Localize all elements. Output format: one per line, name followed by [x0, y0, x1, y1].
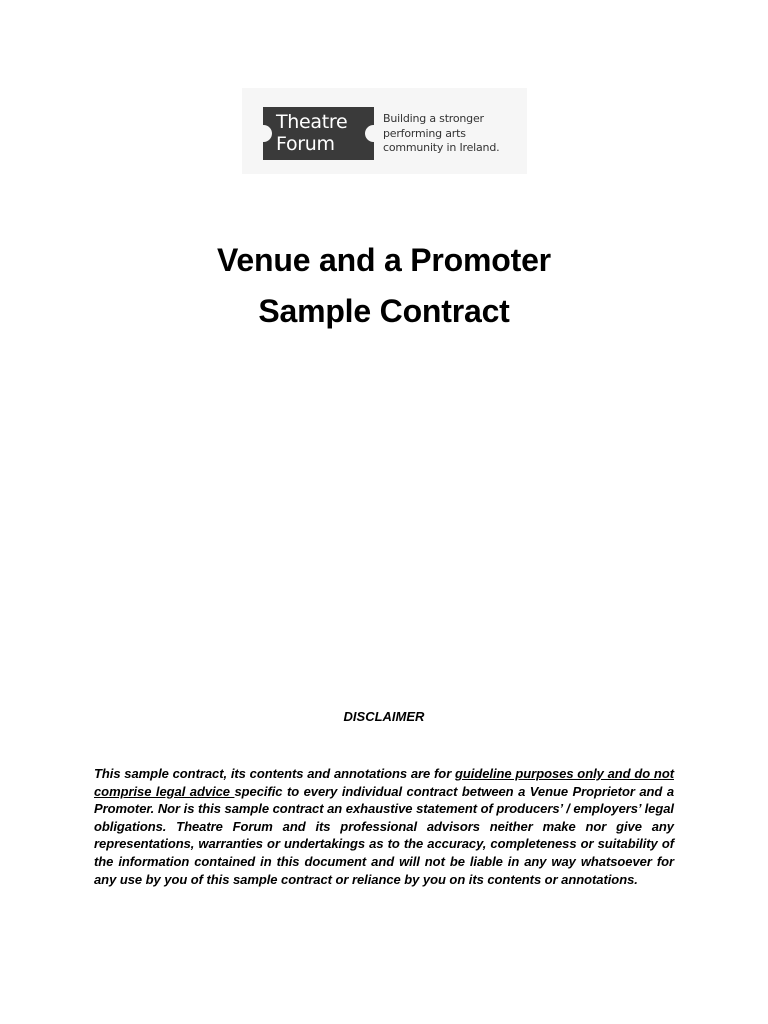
- document-title-line2: Sample Contract: [258, 293, 510, 329]
- logo-tagline: [383, 112, 523, 156]
- document-title-line1: Venue and a Promoter: [217, 242, 551, 278]
- logo-tagline-line2: performing arts: [383, 126, 466, 140]
- ticket-notch-right: [365, 125, 375, 142]
- disclaimer-heading: DISCLAIMER: [343, 709, 425, 724]
- theatre-forum-logo: [242, 88, 527, 174]
- disclaimer-underlined: guideline purposes only and do not comprise legal advice: [94, 766, 674, 799]
- disclaimer-part1: This sample contract, its contents and annotations are for: [94, 766, 455, 781]
- disclaimer-text: [94, 765, 674, 888]
- disclaimer-part2: specific to every individual contract between a Venue Proprietor and a Promoter. Nor is this sample contract an exhaustive statement of producers’ / employers’ legal obligations. Theatre Forum and its professional advisors neither make nor give any representations, warranties or undertakings as to the accuracy, completeness or suitability of the information contained in this document and will not be liable in any way whatsoever for any use by you of this sample contract or reliance by you on its contents or annotations.: [94, 783, 675, 887]
- logo-name-line1: Theatre: [276, 111, 348, 133]
- logo-name: [276, 111, 347, 155]
- ticket-logo-icon: [263, 107, 374, 160]
- logo-tagline-line3: community in Ireland.: [383, 141, 500, 154]
- logo-name-line2: Forum: [276, 133, 335, 155]
- ticket-notch-left: [262, 125, 272, 142]
- logo-tagline-line1: Building a stronger: [383, 112, 484, 125]
